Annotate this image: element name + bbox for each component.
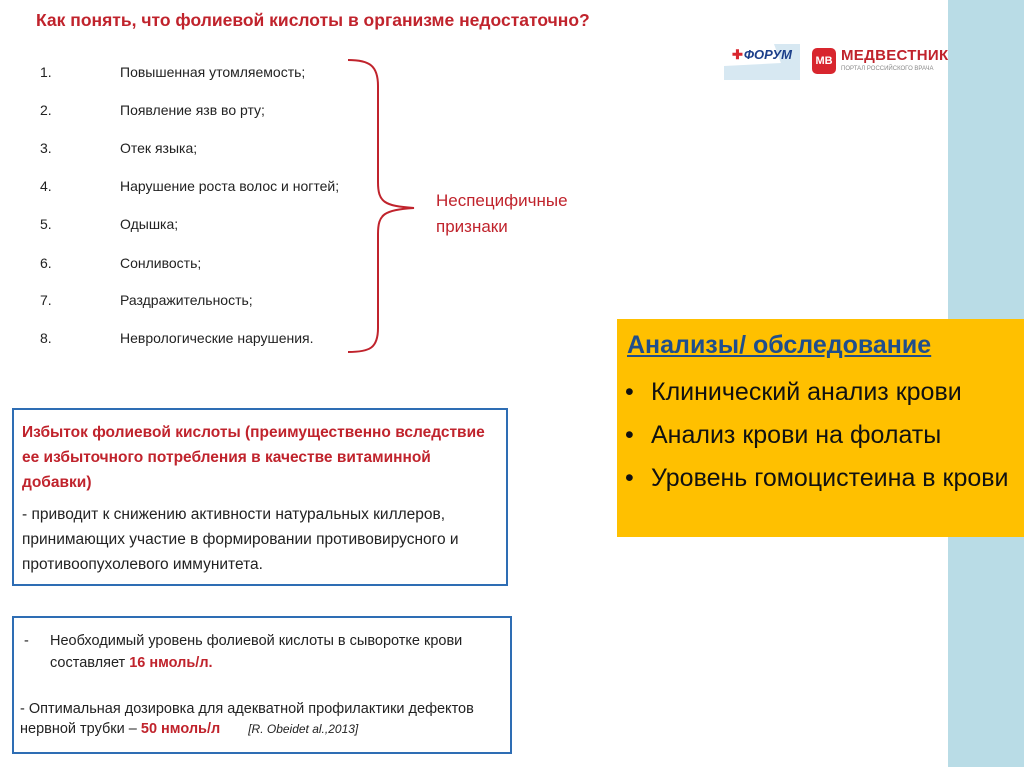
list-item: • Уровень гомоцистеина в крови bbox=[625, 457, 1009, 500]
tests-heading: Анализы/ обследование bbox=[627, 331, 932, 359]
curly-brace-icon bbox=[340, 56, 420, 356]
forum-logo bbox=[720, 42, 804, 82]
forum-logo-text: ФОРУМ bbox=[743, 47, 792, 62]
excess-info-box bbox=[12, 408, 508, 586]
reference: [R. Obeidet al.,2013] bbox=[248, 722, 359, 736]
plus-icon: ✚ bbox=[732, 47, 743, 62]
nonspecific-signs-label: Неспецифичные признаки bbox=[436, 191, 568, 236]
required-level-value: 16 нмоль/л. bbox=[129, 655, 213, 671]
optimal-dose-text: - Оптимальная дозировка для адекватной профилактики дефектов bbox=[20, 701, 474, 717]
optimal-dose-value: 50 нмоль/л bbox=[140, 721, 221, 737]
optimal-dose-line: нервной трубки – 50 нмоль/л [R. Obeidet al.,2013] bbox=[20, 721, 359, 737]
list-item: • Клинический анализ крови bbox=[625, 371, 1009, 414]
tests-list bbox=[625, 371, 1009, 500]
slide-title: Как понять, что фолиевой кислоты в организме недостаточно? bbox=[36, 10, 590, 30]
tests-box bbox=[617, 319, 1024, 537]
medvestnik-badge: МВ bbox=[812, 48, 836, 74]
bullet-icon: • bbox=[625, 378, 634, 406]
list-item: • Анализ крови на фолаты bbox=[625, 414, 1009, 457]
medvestnik-name: МЕДВЕСТНИК bbox=[841, 47, 949, 64]
logos bbox=[720, 42, 949, 86]
excess-heading: Избыток фолиевой кислоты (преимущественно вследствие ее избыточного потребления в качестве витаминной добавки) bbox=[22, 424, 485, 491]
bullet-icon: • bbox=[625, 421, 634, 449]
excess-body: - приводит к снижению активности натуральных киллеров, принимающих участие в формировании противовирусного и противоопухолевого иммунитета. bbox=[22, 506, 459, 573]
bullet-icon: • bbox=[625, 464, 634, 492]
medvestnik-subtitle: ПОРТАЛ РОССИЙСКОГО ВРАЧА bbox=[841, 66, 934, 72]
folate-level-box: - Необходимый уровень фолиевой кислоты в сыворотке крови составляет 16 нмоль/л. - Оптимальная дозировка для адекватной профилактики дефектов нервной трубки – 50 нмоль/л [R. Obeidet al.,2013] bbox=[12, 616, 512, 754]
